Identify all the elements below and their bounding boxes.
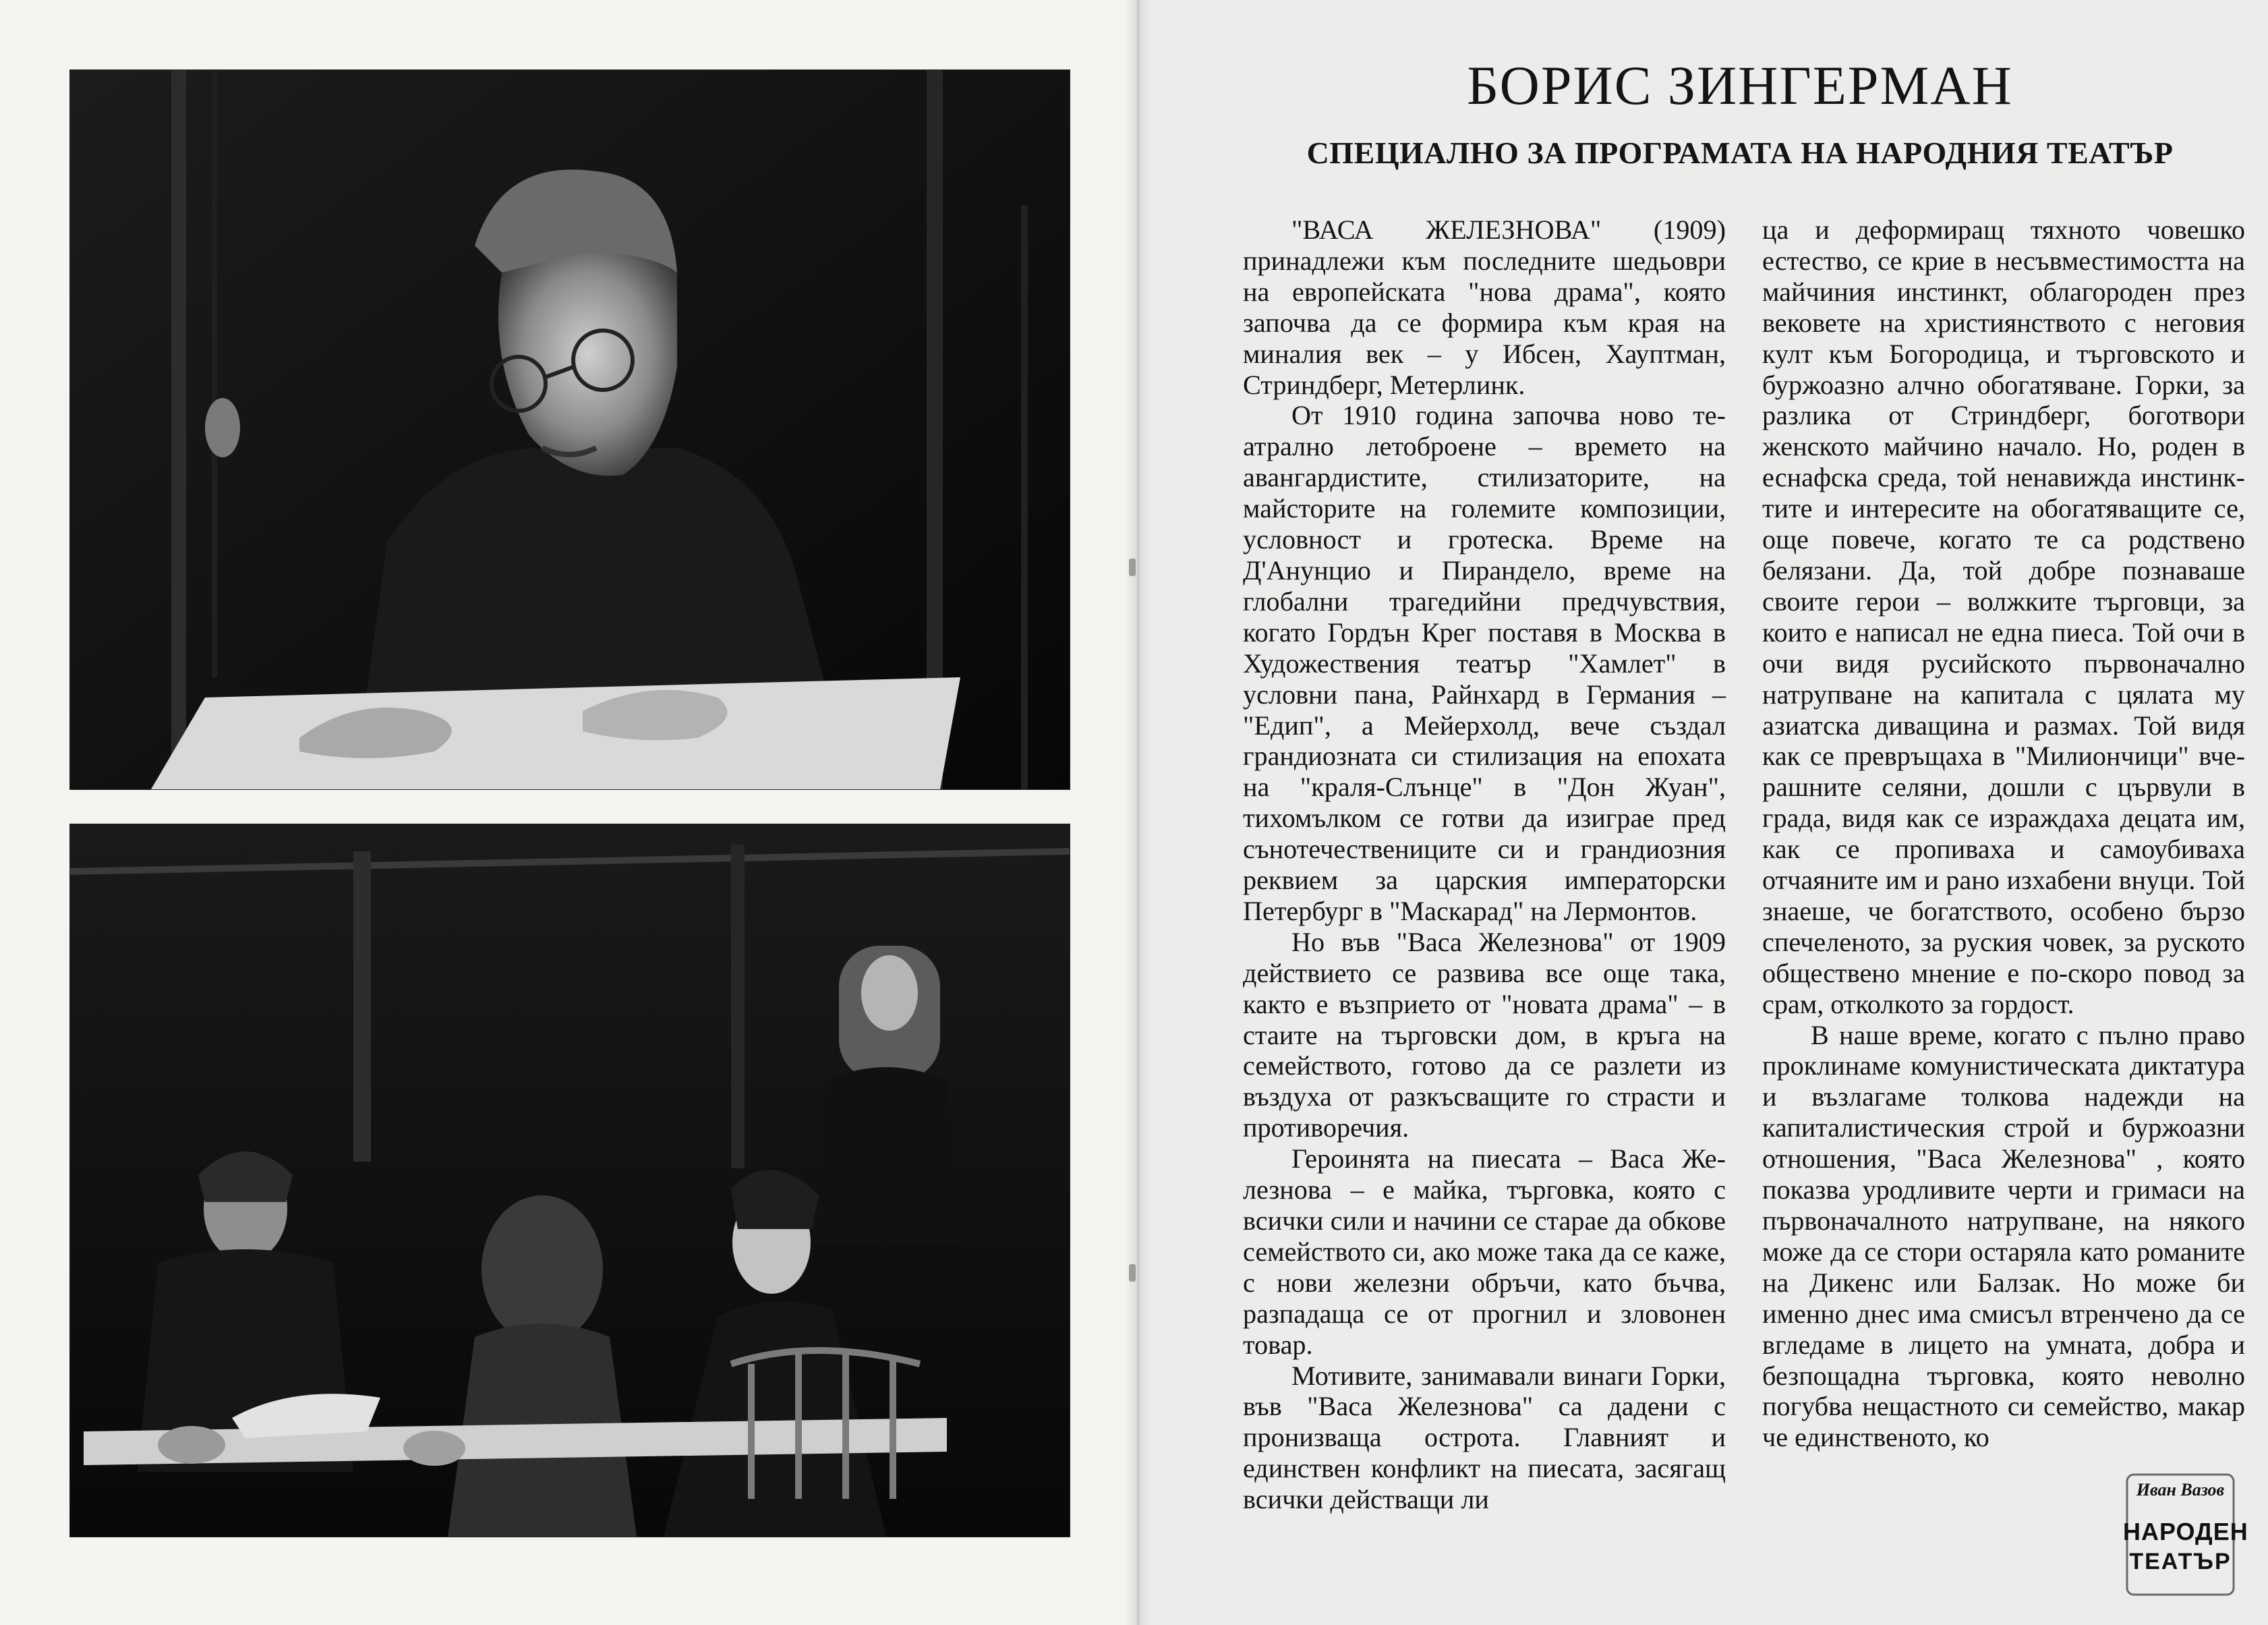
paragraph: В наше време, когато с пълно право проклинаме комунистическата диктатура и възлагаме толкова надежди на капиталистическия строй и буржоазни отношения, "Васа Железнова" , която показва уродливите черти и гримаси на първоначалното натрупване, на някого може да се стори остаряла като романите на Дикенс или Балзак. Но може би именно днес има смисъл втренчено да се вгледаме в лицето на умната, добра и безпощадна търговка, която неволно погубва нещастното си семейство, макар че единственото, ко	[1762, 1019, 2245, 1453]
paragraph: Героинята на пиесата – Васа Железнова – е майка, търговка, която с всички сили и начини се старае да обкове семейството си, ако може така да се каже, с нови железни обръчи, като бъчва, разпадаща се от прогнил и зловонен товар.	[1243, 1143, 1726, 1360]
paragraph: "ВАСА ЖЕЛЕЗНОВА" (1909) принадлежи към последните шедьоври на европейската "нова драма", която започва да се формира към края на миналия век – у Ибсен, Хауптман, Стриндберг, Метерлинк.	[1243, 215, 1726, 400]
photo-scene-illustration	[70, 824, 1070, 1537]
paragraph: ца и деформиращ тяхното човешко естество, се крие в несъвместимостта на майчиния инстинкт, облагороден през вековете на християнството с неговия култ към Богородица, и търговското и буржоазно алчно обогатяване. Горки, за разлика от Стриндберг, боготвори женското майчино начало. Но, роден в еснафска среда, той ненавижда инстинктите и интересите на обогатяващите се, още повече, когато те са родствено белязани. Да, той добре познаваше своите герои – волжките търговци, за които е написал не една пиеса. Той очи в очи видя русийското първоначално натрупване на капитала с цялата му азиатска диващина и размах. Той видя как се превръщаха в "Милиончици" вчерашните селяни, дошли с цървули в града, видя как се израждаха децата им, как се пропиваха и самоубиваха отчаяните им и рано изхабени внуци. Той знаеше, че богатството, особено бързо спечеленото, за руския човек, за руското обществено мнение е по-скоро повод за срам, отколкото за гордост.	[1762, 215, 2245, 1019]
article-subtitle: СПЕЦИАЛНО ЗА ПРОГРАМАТА НА НАРОДНИЯ ТЕАТЪР	[1306, 136, 2174, 170]
photo-actress-illustration	[70, 70, 1070, 789]
paragraph: От 1910 година започва ново театрално летоброене – времето на авангардистите, стилизаторите, на майсторите на големите композиции, условност и гротеска. Време на Д'Анунцио и Пирандело, време на глобални трагедийни предчувствия, когато Гордън Крег поставя в Москва в Художествения театър "Хамлет" в условни пана, Райнхард в Германия – "Едип", а Мейерхолд, вече създал грандиозната си стилизация на епохата на "краля-Слънце" в "Дон Жуан", тихомълком се готви да изиграе пред сънотечествениците си и грандиозния реквием за царския императорски Петербург в "Маскарад" на Лермонтов.	[1243, 400, 1726, 926]
logo-line-2: ТЕАТЪР	[2129, 1549, 2232, 1574]
staple	[1129, 1264, 1136, 1282]
photo-actress-at-table	[70, 70, 1070, 789]
article-column-2	[1762, 215, 2245, 1453]
logo-line-1: НАРОДЕН	[2123, 1518, 2248, 1545]
page-fold	[1125, 0, 1152, 1625]
national-theatre-logo	[2123, 1471, 2248, 1599]
article-column-1	[1243, 215, 1726, 1515]
paragraph: Мотивите, занимавали винаги Горки, във "Васа Железнова" са дадени с пронизваща острота. Главният и единствен конфликт на пиесата, засягащ всички действащи ли	[1243, 1360, 1726, 1515]
paragraph: Но във "Васа Железнова" от 1909 действието се развива все още така, както е възприето от "новата драма" – в стаите на търговски дом, в кръга на семейството, готово да се разлети из въздуха от разкъсващите го страсти и противоречия.	[1243, 926, 1726, 1143]
article-title: БОРИС ЗИНГЕРМАН	[1467, 55, 2013, 116]
photo-stage-scene	[70, 824, 1070, 1537]
logo-script: Иван Вазов	[2136, 1480, 2225, 1500]
staple	[1129, 559, 1136, 576]
